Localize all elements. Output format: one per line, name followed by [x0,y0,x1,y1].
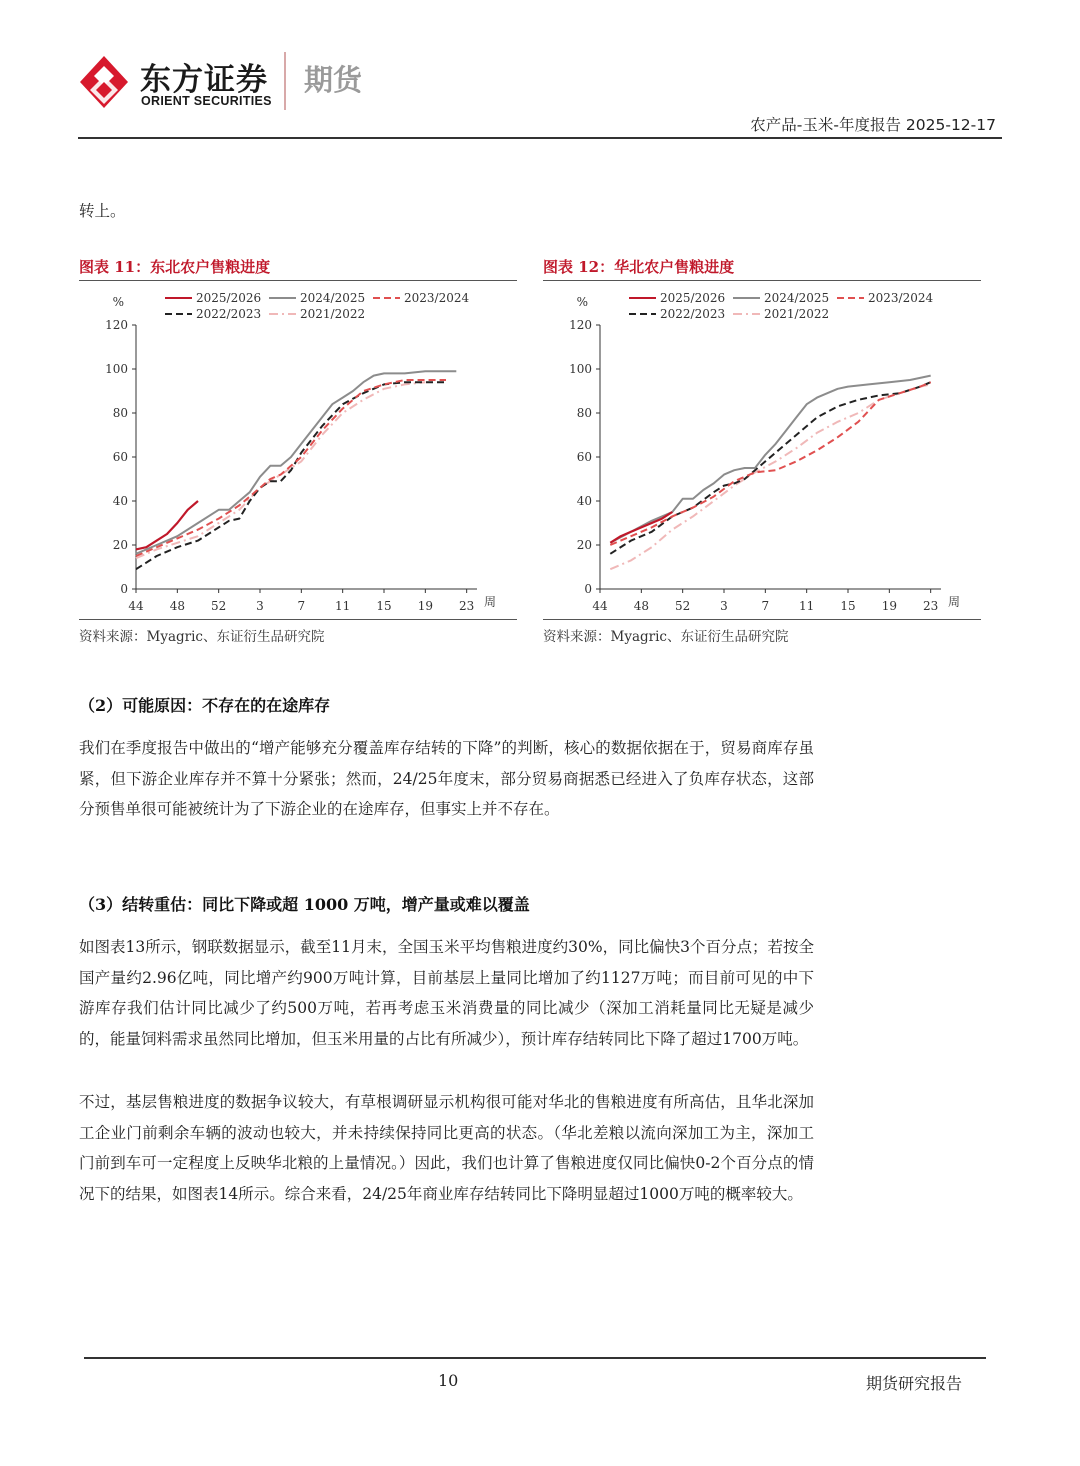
legend-label: 2025/2026 [660,291,726,305]
y-tick-label: 60 [112,450,128,464]
x-tick-label: 15 [840,599,856,613]
figure-11-title: 图表 11：东北农户售粮进度 [79,258,271,276]
figure-12-bottom-rule [543,619,981,620]
figure-11-bottom-rule [79,619,517,620]
series-line-2021-2022 [610,384,930,569]
x-tick-label: 3 [256,599,264,613]
logo-divider [284,52,286,110]
figure-12-chart [543,283,981,618]
y-tick-label: 100 [569,362,592,376]
legend-label: 2024/2025 [764,291,830,305]
x-tick-label: 3 [720,599,728,613]
footer-label: 期货研究报告 [865,1374,962,1393]
legend-label: 2021/2022 [764,307,830,321]
figure-11-top-rule [79,280,517,281]
y-tick-label: 40 [576,494,592,508]
x-tick-label: 11 [799,599,815,613]
y-tick-label: 120 [105,318,128,332]
y-tick-label: 80 [112,406,128,420]
legend-label: 2025/2026 [196,291,262,305]
series-line-2022-2023 [610,382,930,554]
division-name: 期货 [304,63,363,97]
header-divider [78,137,1002,139]
y-axis-unit: % [112,295,124,309]
y-tick-label: 0 [120,582,128,596]
series-line-2023-2024 [136,380,446,556]
x-axis-unit: 周 [948,595,961,609]
figure-12-source: 资料来源：Myagric、东证衍生品研究院 [543,629,789,645]
legend-label: 2021/2022 [300,307,366,321]
footer-divider [84,1357,986,1359]
series-line-2024-2025 [610,376,930,543]
legend-label: 2023/2024 [868,291,934,305]
y-tick-label: 100 [105,362,128,376]
brand-name-en: ORIENT SECURITIES [141,94,272,108]
x-tick-label: 19 [417,599,433,613]
legend-label: 2022/2023 [196,307,262,321]
y-tick-label: 0 [584,582,592,596]
company-logo [78,52,378,114]
y-tick-label: 40 [112,494,128,508]
y-axis-unit: % [576,295,588,309]
x-axis-unit: 周 [484,595,497,609]
series-line-2022-2023 [136,382,446,569]
y-tick-label: 20 [576,538,592,552]
figure-12-top-rule [543,280,981,281]
x-tick-label: 7 [297,599,306,613]
figure-11-source: 资料来源：Myagric、东证衍生品研究院 [79,629,325,645]
x-tick-label: 52 [675,599,691,613]
section-3-heading: （3）结转重估：同比下降或超 1000 万吨，增产量或难以覆盖 [79,895,530,914]
x-tick-label: 48 [633,599,649,613]
figure-12-title: 图表 12：华北农户售粮进度 [543,258,735,276]
section-2-heading: （2）可能原因：不存在的在途库存 [79,696,331,715]
x-tick-label: 15 [376,599,392,613]
x-tick-label: 44 [128,599,144,613]
y-tick-label: 80 [576,406,592,420]
x-tick-label: 7 [761,599,770,613]
orient-logo-icon [78,54,130,110]
x-tick-label: 23 [923,599,939,613]
section-2-paragraph: 我们在季度报告中做出的“增产能够充分覆盖库存结转的下降”的判断，核心的数据依据在于，贸易商库存虽紧，但下游企业库存并不算十分紧张；然而，24/25年度末，部分贸易商据悉已经进入了负库存状态，这部分预售单很可能被统计为了下游企业的在途库存，但事实上并不存在。 [79,739,814,818]
intro-tail-text: 转上。 [79,202,126,220]
y-tick-label: 120 [569,318,592,332]
x-tick-label: 44 [592,599,608,613]
y-tick-label: 60 [576,450,592,464]
legend-label: 2024/2025 [300,291,366,305]
x-tick-label: 52 [211,599,227,613]
section-3-paragraph-1: 如图表13所示，钢联数据显示，截至11月末，全国玉米平均售粮进度约30%，同比偏快3个百分点；若按全国产量约2.96亿吨，同比增产约900万吨计算，目前基层上量同比增加了约1127万吨；而目前可见的中下游库存我们估计同比减少了约500万吨，若再考虑玉米消费量的同比减少（深加工消耗量同比无疑是减少的，能量饲料需求虽然同比增加，但玉米用量的占比有所减少），预计库存结转同比下降了超过1700万吨。 [79,938,814,1048]
series-line-2021-2022 [136,382,425,558]
legend-label: 2022/2023 [660,307,726,321]
x-tick-label: 19 [881,599,897,613]
y-tick-label: 20 [112,538,128,552]
brand-name-cn: 东方证券 [140,62,268,98]
figure-11-chart [79,283,517,618]
x-tick-label: 48 [169,599,185,613]
x-tick-label: 23 [459,599,475,613]
report-title: 农产品-玉米-年度报告 2025-12-17 [750,116,996,134]
x-tick-label: 11 [335,599,351,613]
section-3-paragraph-2: 不过，基层售粮进度的数据争议较大，有草根调研显示机构很可能对华北的售粮进度有所高估，且华北深加工企业门前剩余车辆的波动也较大，并未持续保持同比更高的状态。（华北差粮以流向深加工为主，深加工门前到车可一定程度上反映华北粮的上量情况。）因此，我们也计算了售粮进度仅同比偏快0-2个百分点的情况下的结果，如图表14所示。综合来看，24/25年商业库存结转同比下降明显超过1000万吨的概率较大。 [79,1093,814,1203]
page-number: 10 [438,1371,459,1390]
legend-label: 2023/2024 [404,291,470,305]
